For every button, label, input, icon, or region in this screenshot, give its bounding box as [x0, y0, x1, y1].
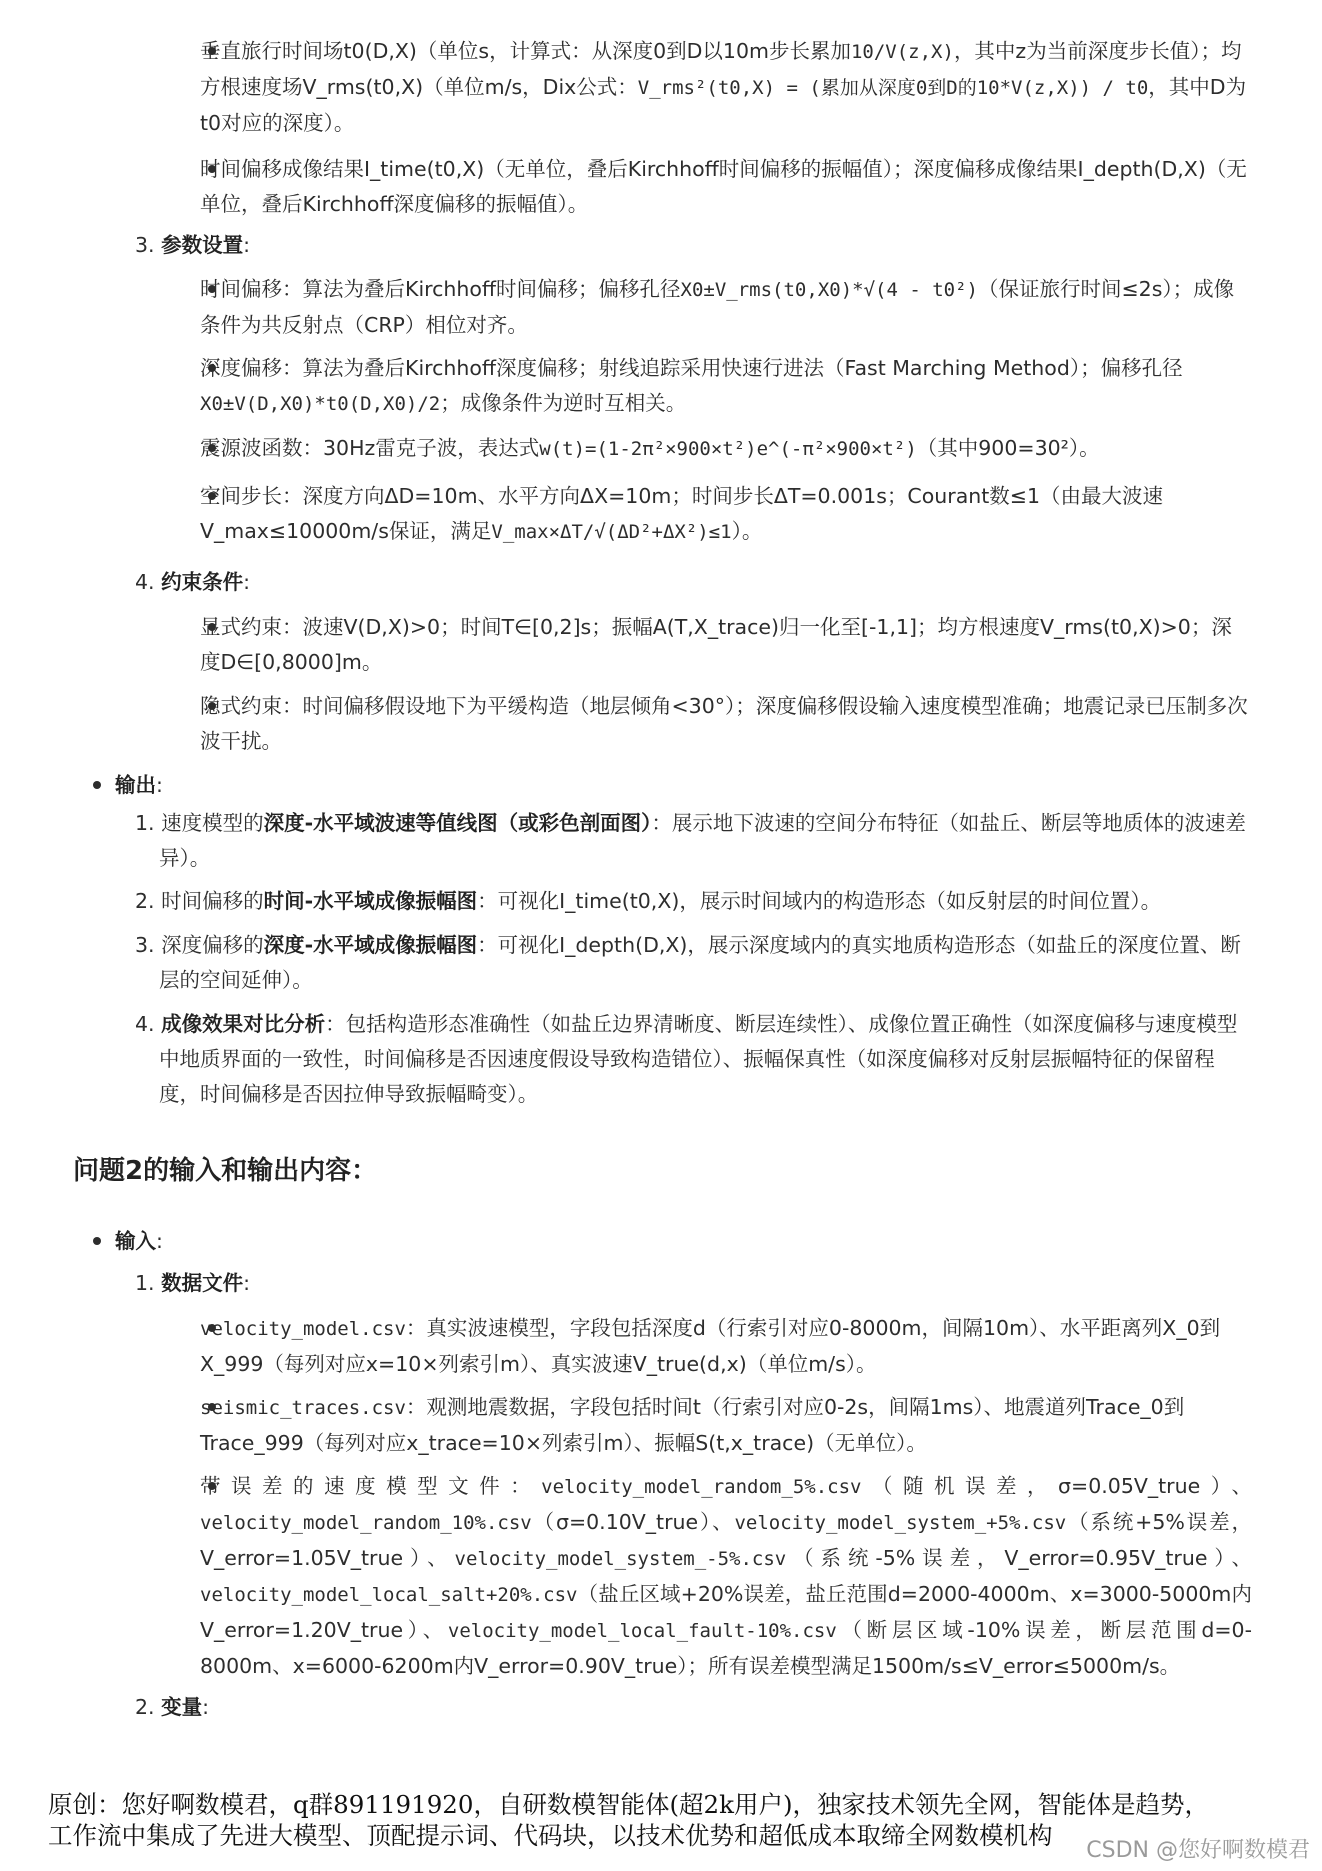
list-item: [200, 479, 1252, 550]
item-bold: 成像效果对比分析: [161, 1012, 326, 1036]
file-name: velocity_model_local_salt+20%.csv: [200, 1584, 578, 1606]
file-name: velocity_model_local_fault-10%.csv: [447, 1620, 837, 1642]
colon: :: [243, 233, 251, 257]
item-bold: 深度-水平域成像振幅图: [263, 933, 478, 957]
item-text: 空间步长：深度方向ΔD=10m、水平方向ΔX=10m；时间步长ΔT=0.001s；Courant数≤1（由最大波速V_max≤10000m/s保证，满足: [200, 484, 1164, 543]
section-label: 输入: [115, 1229, 156, 1253]
list-number: 1.: [135, 811, 155, 835]
numbered-heading: [135, 228, 250, 263]
inline-code: V_rms²(t0,X) = (累加从深度0到D的10*V(z,X)) / t0: [637, 77, 1149, 99]
item-text: 垂直旅行时间场t0(D,X)（单位s，计算式：从深度0到D以10m步长累加: [200, 39, 851, 63]
item-text: ）。: [731, 519, 763, 543]
file-name: velocity_model_random_10%.csv: [200, 1512, 532, 1534]
item-text: ；成像条件为逆时互相关。: [440, 391, 687, 415]
list-item: [200, 1390, 1252, 1461]
list-item: [200, 431, 1252, 467]
item-text: 时间偏移：算法为叠后Kirchhoff时间偏移；偏移孔径: [200, 277, 681, 301]
item-text: （盐丘区域+20%误差，盐丘范围d=2000-4000m、x=3000-5000m内V_error=1.20V_true）、: [200, 1582, 1252, 1642]
output-heading: [115, 768, 163, 803]
item-text: 带误差的速度模型文件：: [200, 1474, 542, 1498]
list-item: [200, 1469, 1252, 1684]
colon: :: [156, 773, 163, 797]
list-item: [200, 34, 1252, 141]
list-item: [200, 272, 1252, 343]
list-number: 4.: [135, 1012, 155, 1036]
input-heading: [115, 1224, 163, 1259]
inline-code: V_max×ΔT/√(ΔD²+ΔX²)≤1: [491, 521, 732, 543]
item-bold: 时间-水平域成像振幅图: [263, 889, 478, 913]
item-text: ：可视化I_depth(D,X)，展示深度域内的真实地质构造形态（如盐丘的深度位置、断层的空间延伸）。: [159, 933, 1241, 992]
file-name: velocity_model.csv: [200, 1318, 406, 1340]
section-label: 变量: [161, 1695, 203, 1719]
item-text: （系统-5%误差，V_error=0.95V_true）、: [786, 1546, 1252, 1570]
item-text: 深度偏移：算法为叠后Kirchhoff深度偏移；射线追踪采用快速行进法（Fast Marching Method）；偏移孔径: [200, 356, 1183, 380]
file-name: velocity_model_system_-5%.csv: [454, 1548, 787, 1570]
bullet: [93, 781, 101, 789]
item-text: ：可视化I_time(t0,X)，展示时间域内的构造形态（如反射层的时间位置）。: [477, 889, 1162, 913]
numbered-item: [135, 806, 1252, 876]
item-text: ：展示地下波速的空间分布特征（如盐丘、断层等地质体的波速差异）。: [159, 811, 1246, 870]
section-label: 参数设置: [161, 233, 244, 257]
list-number: 2.: [135, 889, 155, 913]
inline-code: 10/V(z,X): [850, 41, 954, 63]
inline-code: w(t)=(1-2π²×900×t²)e^(-π²×900×t²): [539, 438, 917, 460]
list-item: [200, 689, 1252, 759]
item-text: 深度偏移的: [161, 933, 264, 957]
colon: :: [156, 1229, 163, 1253]
numbered-item: [135, 928, 1252, 998]
numbered-heading: [135, 1266, 250, 1301]
item-bold: 深度-水平域波速等值线图（或彩色剖面图）: [263, 811, 652, 835]
section-label: 约束条件: [161, 570, 244, 594]
item-text: ：观测地震数据，字段包括时间t（行索引对应0-2s，间隔1ms）、地震道列Trace_0到Trace_999（每列对应x_trace=10×列索引m）、振幅S(t,x_trace)（无单位）。: [200, 1395, 1185, 1455]
item-text: 时间偏移成像结果I_time(t0,X)（无单位，叠后Kirchhoff时间偏移的振幅值）；深度偏移成像结果I_depth(D,X)（无单位，叠后Kirchhoff深度偏移的振幅值）。: [200, 157, 1247, 216]
item-text: ：包括构造形态准确性（如盐丘边界清晰度、断层连续性）、成像位置正确性（如深度偏移与速度模型中地质界面的一致性，时间偏移是否因速度假设导致构造错位）、振幅保真性（如深度偏移对反射层振幅特征的保留程度，时间偏移是否因拉伸导致振幅畸变）。: [159, 1012, 1238, 1106]
list-number: 4.: [135, 570, 155, 594]
item-text: （断层区域-10%误差，断层范围d=0-8000m、x=6000-6200m内V_error=0.90V_true）；所有误差模型满足1500m/s≤V_error≤5000m/s。: [200, 1618, 1252, 1678]
bullet: [93, 1237, 101, 1245]
footer-line: 原创：您好啊数模君，q群891191920，自研数模智能体(超2k用户)，独家技术领先全网，智能体是趋势，: [48, 1790, 1210, 1819]
footer-line: 工作流中集成了先进大模型、顶配提示词、代码块，以技术优势和超低成本取缔全网数模机构: [48, 1821, 1053, 1850]
colon: :: [243, 1271, 251, 1295]
colon: :: [202, 1695, 210, 1719]
list-item: [200, 152, 1252, 222]
inline-code: X0±V(D,X0)*t0(D,X0)/2: [200, 393, 441, 415]
item-text: 速度模型的: [161, 811, 264, 835]
list-item: [200, 351, 1252, 422]
section-heading: 问题2的输入和输出内容：: [73, 1156, 378, 1186]
list-number: 2.: [135, 1695, 155, 1719]
item-text: （系统+5%误差，V_error=1.05V_true）、: [200, 1510, 1252, 1570]
list-number: 1.: [135, 1271, 155, 1295]
item-text: ：真实波速模型，字段包括深度d（行索引对应0-8000m，间隔10m）、水平距离列X_0到X_999（每列对应x=10×列索引m）、真实波速V_true(d,x)（单位m/s）。: [200, 1316, 1221, 1376]
file-name: velocity_model_random_5%.csv: [541, 1476, 862, 1498]
inline-code: X0±V_rms(t0,X0)*√(4 - t0²): [680, 279, 978, 301]
numbered-heading: [135, 1690, 209, 1725]
file-name: seismic_traces.csv: [200, 1397, 406, 1419]
item-text: （随机误差，σ=0.05V_true）、: [861, 1474, 1252, 1498]
list-number: 3.: [135, 933, 155, 957]
item-text: （其中900=30²）。: [916, 436, 1100, 460]
item-text: 显式约束：波速V(D,X)>0；时间T∈[0,2]s；振幅A(T,X_trace)归一化至[-1,1]；均方根速度V_rms(t0,X)>0；深度D∈[0,8000]m。: [200, 615, 1232, 674]
file-name: velocity_model_system_+5%.csv: [734, 1512, 1067, 1534]
numbered-heading: [135, 565, 250, 600]
item-text: （σ=0.10V_true）、: [531, 1510, 735, 1534]
item-text: 隐式约束：时间偏移假设地下为平缓构造（地层倾角<30°）；深度偏移假设输入速度模型准确；地震记录已压制多次波干扰。: [200, 694, 1248, 753]
list-item: [200, 1311, 1252, 1382]
numbered-item: [135, 1007, 1252, 1112]
section-label: 数据文件: [161, 1271, 244, 1295]
item-text: （保证旅行时间≤2s）；成像条件为共反射点（CRP）相位对齐。: [200, 277, 1235, 337]
list-item: [200, 610, 1252, 680]
item-text: 震源波函数：30Hz雷克子波，表达式: [200, 436, 540, 460]
item-text: ，其中D为t0对应的深度）。: [200, 75, 1247, 135]
numbered-item: [135, 884, 1252, 919]
item-text: 时间偏移的: [161, 889, 264, 913]
section-label: 输出: [115, 773, 156, 797]
colon: :: [243, 570, 251, 594]
list-number: 3.: [135, 233, 155, 257]
watermark: CSDN @您好啊数模君: [1086, 1838, 1310, 1863]
item-text: ，其中z为当前深度步长值）；均方根速度场V_rms(t0,X)（单位m/s，Dix公式：: [200, 39, 1242, 99]
